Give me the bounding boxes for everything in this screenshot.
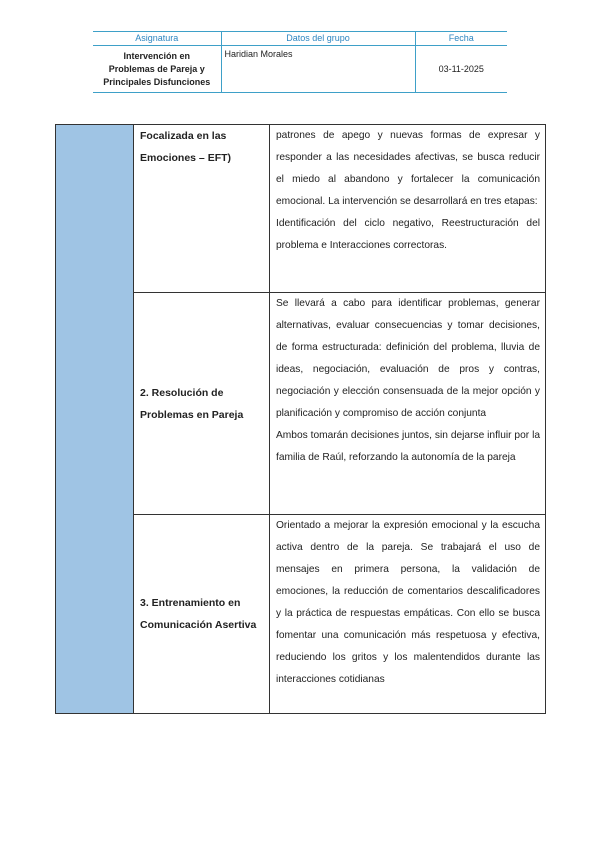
header-subject-value <box>93 46 221 93</box>
side-color-column <box>56 125 134 714</box>
technique-name <box>134 125 270 293</box>
header-row-labels <box>93 32 507 46</box>
technique-name <box>134 515 270 714</box>
technique-name-line-1: 3. Entrenamiento en <box>140 597 241 609</box>
header-table <box>93 31 507 93</box>
technique-description <box>270 515 546 714</box>
header-row-values <box>93 46 507 93</box>
header-group-value: Haridian Morales <box>221 46 415 93</box>
technique-name-line-1: Focalizada en las <box>140 130 227 142</box>
technique-description <box>270 293 546 515</box>
technique-name <box>134 293 270 515</box>
subject-line-2: Problemas de Pareja y <box>108 63 205 74</box>
subject-line-1: Intervención en <box>123 50 190 61</box>
technique-row <box>56 125 546 293</box>
description-paragraph: Ambos tomarán decisiones juntos, sin dejarse influir por la familia de Raúl, reforzando la autonomía de la pareja <box>276 430 540 463</box>
description-paragraph: Identificación del ciclo negativo, Reestructuración del problema e Interacciones correctoras. <box>276 218 540 251</box>
description-paragraph: Se llevará a cabo para identificar problemas, generar alternativas, evaluar consecuencias y tomar decisiones, de forma estructurada: definición del problema, lluvia de ideas, negociación, evaluación de pros y contras, negociación y elección consensuada de la mejor opción y planificación y compromiso de acción conjunta <box>276 298 540 419</box>
technique-name-line-2: Comunicación Asertiva <box>140 619 257 631</box>
header-subject-label: Asignatura <box>93 32 221 46</box>
subject-line-3: Principales Disfunciones <box>103 76 211 87</box>
technique-description <box>270 125 546 293</box>
technique-name-line-2: Problemas en Pareja <box>140 408 244 421</box>
header-group-label: Datos del grupo <box>221 32 415 46</box>
description-paragraph: patrones de apego y nuevas formas de expresar y responder a las necesidades afectivas, se busca reducir el miedo al abandono y fortalecer la comunicación emocional. La intervención se desarrollará en tres etapas: <box>276 130 540 207</box>
technique-name-line-1: 2. Resolución de <box>140 386 224 399</box>
techniques-table <box>55 124 546 714</box>
header-date-label: Fecha <box>415 32 507 46</box>
technique-name-line-2: Emociones – EFT) <box>140 152 232 164</box>
description-paragraph: Orientado a mejorar la expresión emocional y la escucha activa dentro de la pareja. Se trabajará el uso de mensajes en primera persona, la validación de emociones, la reducción de comentarios descalificadores y la práctica de respuestas empáticas. Con ello se busca fomentar una comunicación más respetuosa y efectiva, reduciendo los gritos y los malentendidos durante las interacciones cotidianas <box>276 520 540 685</box>
header-date-value: 03-11-2025 <box>415 46 507 93</box>
